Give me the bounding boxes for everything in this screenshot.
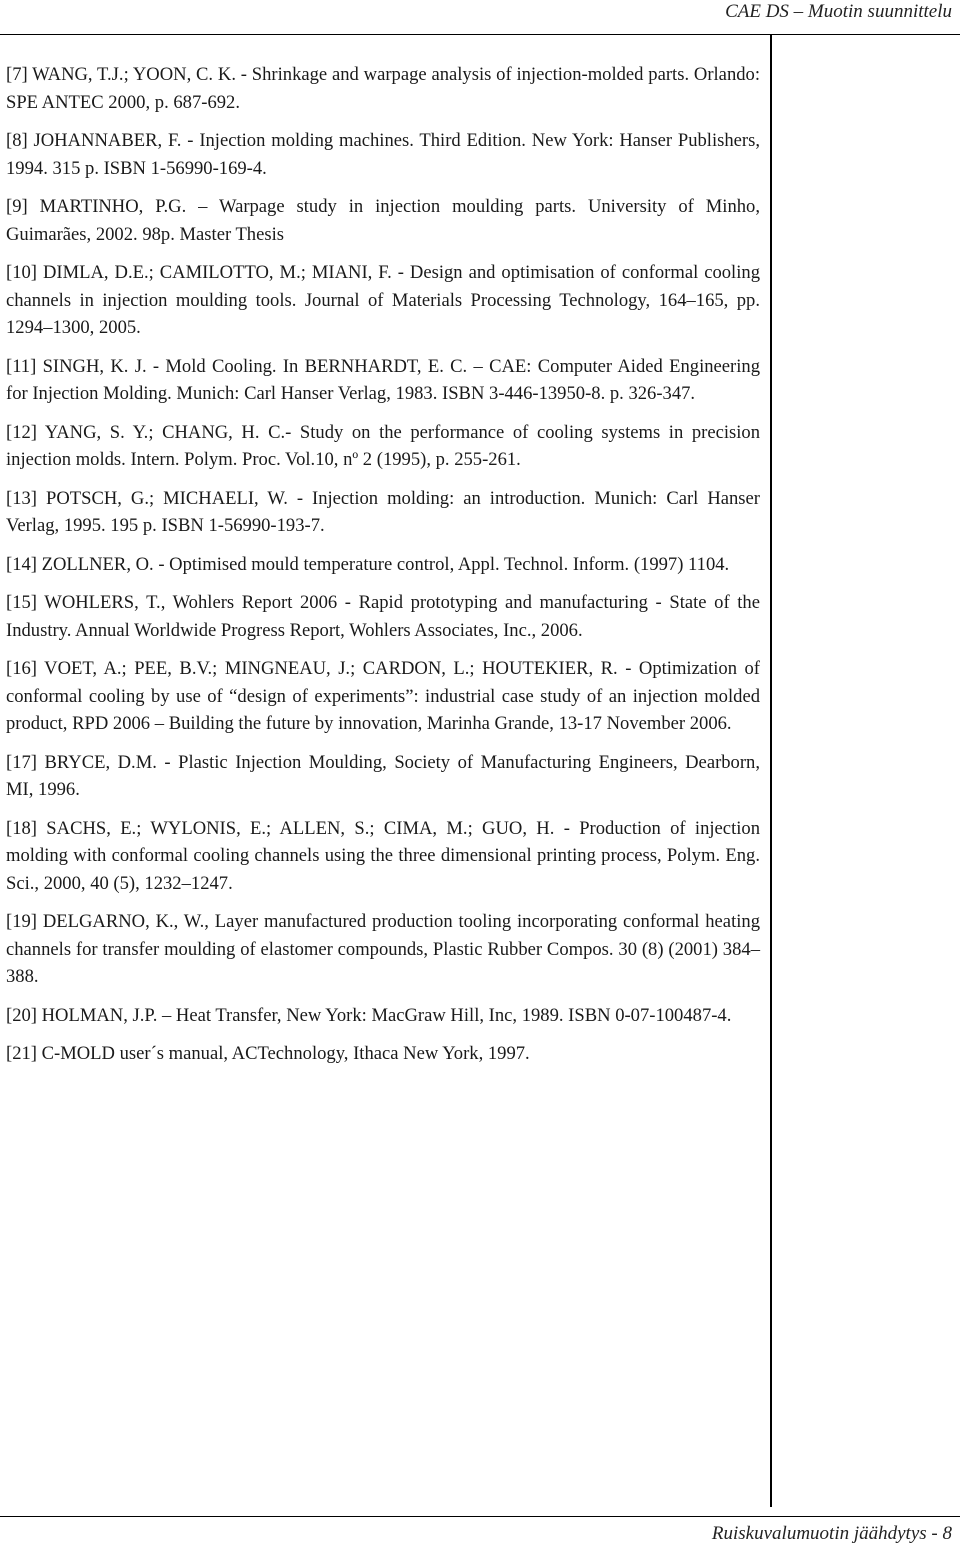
footer-divider bbox=[0, 1516, 960, 1517]
margin-divider bbox=[770, 34, 772, 1507]
reference-7: [7] WANG, T.J.; YOON, C. K. - Shrinkage and warpage analysis of injection-molded parts. Orlando: SPE ANTEC 2000, p. 687-692. bbox=[6, 64, 760, 113]
page-header-title: CAE DS – Muotin suunnittelu bbox=[725, 1, 952, 22]
reference-10: [10] DIMLA, D.E.; CAMILOTTO, M.; MIANI, F. - Design and optimisation of conformal cooling channels in injection moulding tools. Journal of Materials Processing Technology, 164–165, pp. 1294–1300, 2005. bbox=[6, 262, 760, 338]
page-footer-title: Ruiskuvalumuotin jäähdytys - 8 bbox=[711, 1523, 952, 1544]
reference-16: [16] VOET, A.; PEE, B.V.; MINGNEAU, J.; CARDON, L.; HOUTEKIER, R. - Optimization of conformal cooling by use of “design of experiments”: industrial case study of an injection molded product, RPD 2006 – Building the future by innovation, Marinha Grande, 13-17 November 2006. bbox=[6, 658, 760, 734]
reference-18: [18] SACHS, E.; WYLONIS, E.; ALLEN, S.; CIMA, M.; GUO, H. - Production of injection molding with conformal cooling channels using the three dimensional printing process, Polym. Eng. Sci., 2000, 40 (5), 1232–1247. bbox=[6, 817, 760, 894]
reference-21: [21] C-MOLD user´s manual, ACTechnology, Ithaca New York, 1997. bbox=[6, 1043, 530, 1064]
header-divider bbox=[0, 34, 960, 35]
reference-8: [8] JOHANNABER, F. - Injection molding machines. Third Edition. New York: Hanser Publishers, 1994. 315 p. ISBN 1-56990-169-4. bbox=[6, 130, 760, 179]
reference-11: [11] SINGH, K. J. - Mold Cooling. In BERNHARDT, E. C. – CAE: Computer Aided Engineering for Injection Molding. Munich: Carl Hanser Verlag, 1983. ISBN 3-446-13950-8. p. 326-347. bbox=[6, 355, 760, 404]
reference-14: [14] ZOLLNER, O. - Optimised mould temperature control, Appl. Technol. Inform. (1997) 1104. bbox=[6, 553, 730, 575]
reference-17: [17] BRYCE, D.M. - Plastic Injection Moulding, Society of Manufacturing Engineers, Dearborn, MI, 1996. bbox=[6, 751, 760, 800]
reference-19: [19] DELGARNO, K., W., Layer manufactured production tooling incorporating conformal heating channels for transfer moulding of elastomer compounds, Plastic Rubber Compos. 30 (8) (2001) 384–388. bbox=[6, 911, 760, 987]
reference-9: [9] MARTINHO, P.G. – Warpage study in injection moulding parts. University of Minho, Guimarães, 2002. 98p. Master Thesis bbox=[6, 196, 760, 245]
reference-list bbox=[6, 61, 760, 1079]
reference-13: [13] POTSCH, G.; MICHAELI, W. - Injection molding: an introduction. Munich: Carl Hanser Verlag, 1995. 195 p. ISBN 1-56990-193-7. bbox=[6, 487, 760, 536]
reference-20: [20] HOLMAN, J.P. – Heat Transfer, New York: MacGraw Hill, Inc, 1989. ISBN 0-07-100487-4. bbox=[6, 1004, 732, 1026]
reference-15: [15] WOHLERS, T., Wohlers Report 2006 - Rapid prototyping and manufacturing - State of the Industry. Annual Worldwide Progress Report, Wohlers Associates, Inc., 2006. bbox=[6, 592, 760, 641]
reference-12: [12] YANG, S. Y.; CHANG, H. C.- Study on the performance of cooling systems in precision injection molds. Intern. Polym. Proc. Vol.10, nº 2 (1995), p. 255-261. bbox=[6, 421, 760, 470]
